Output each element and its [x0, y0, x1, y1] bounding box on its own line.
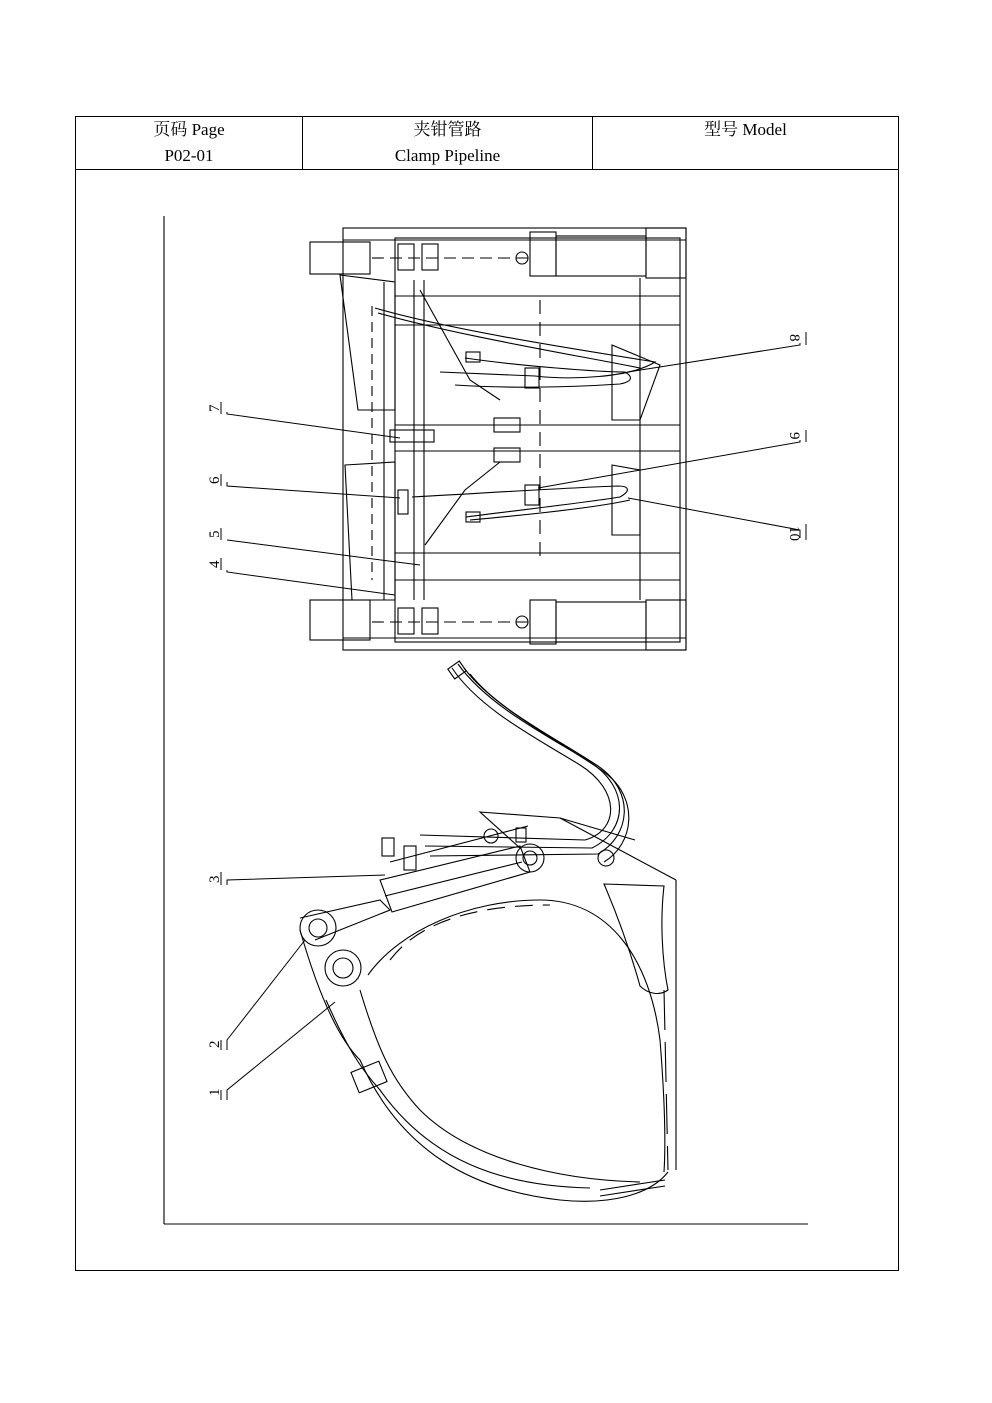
page-label: 页码 Page: [153, 120, 225, 139]
title-chinese: 夹钳管路: [413, 120, 482, 139]
model-label: 型号 Model: [704, 120, 787, 139]
callout-1: 1: [207, 1088, 223, 1096]
callout-2: 2: [207, 1040, 223, 1048]
callout-9: 9: [786, 432, 802, 440]
callout-6: 6: [207, 476, 223, 484]
title-english: Clamp Pipeline: [394, 146, 501, 165]
clamp-side-view: [300, 661, 676, 1201]
clamp-top-view: [310, 228, 686, 650]
callout-10: 10: [786, 526, 802, 541]
callout-5: 5: [207, 530, 223, 538]
callout-3: 3: [207, 875, 223, 883]
drawing-border-lines: [164, 216, 808, 1224]
callout-4: 4: [207, 560, 223, 568]
page-number: P02-01: [164, 146, 214, 165]
callout-leaders: [221, 332, 806, 1100]
callout-7: 7: [207, 404, 223, 412]
callout-8: 8: [786, 334, 802, 342]
